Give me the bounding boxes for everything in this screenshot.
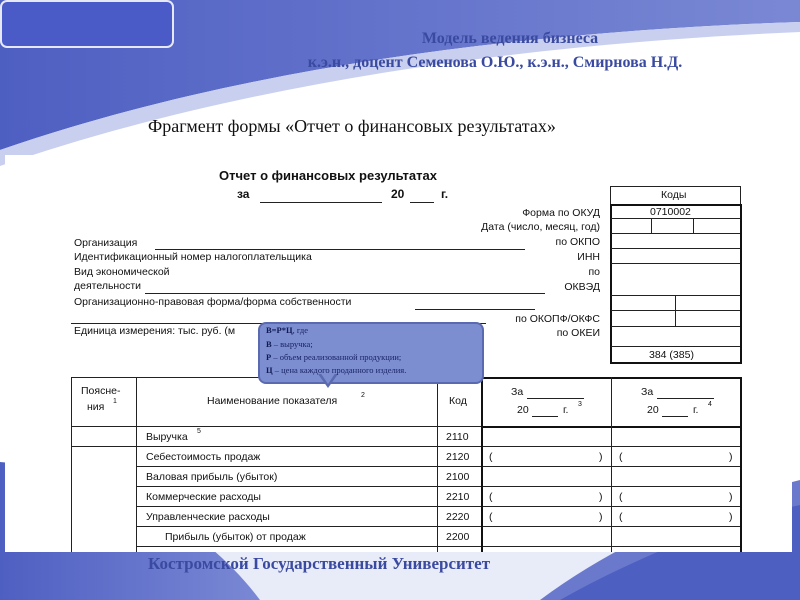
label-po: по — [588, 266, 600, 278]
code-okei: 384 (385) — [649, 349, 694, 361]
callout-line-4: Ц – цена каждого проданного изделия. — [266, 365, 407, 375]
callout-line-3: Р – объем реализованной продукции; — [266, 352, 402, 362]
th-period2-g: г. — [693, 404, 699, 416]
label-unit: Единица измерения: тыс. руб. (м — [74, 325, 236, 337]
paren-close: ) — [599, 511, 603, 523]
paren-open: ( — [489, 491, 493, 503]
th-period1-g: г. — [563, 404, 569, 416]
row-name: Прибыль (убыток) от продаж — [165, 531, 306, 543]
label-activity-2: деятельности — [74, 280, 141, 292]
paren-open: ( — [489, 451, 493, 463]
codes-header: Коды — [661, 189, 687, 201]
th-period1-za: За — [511, 386, 524, 398]
th-period1-sup: 3 — [578, 401, 582, 408]
form-title: Отчет о финансовых результатах — [219, 168, 437, 183]
form-period-year: 20 — [391, 187, 405, 201]
label-inn-left: Идентификационный номер налогоплательщика — [74, 251, 312, 263]
label-activity-1: Вид экономической — [74, 266, 170, 278]
paren-close: ) — [599, 451, 603, 463]
code-okud: 0710002 — [650, 206, 691, 218]
label-okud: Форма по ОКУД — [522, 207, 600, 219]
th-name: Наименование показателя — [207, 395, 338, 407]
row-code: 2220 — [446, 511, 470, 523]
row-code: 2210 — [446, 491, 470, 503]
paren-close: ) — [729, 511, 733, 523]
row-name: Валовая прибыль (убыток) — [146, 471, 278, 483]
paren-open: ( — [489, 511, 493, 523]
row-name-sup: 5 — [197, 428, 201, 435]
callout-line-2: В – выручка; — [266, 339, 313, 349]
paren-close: ) — [599, 491, 603, 503]
label-org: Организация — [74, 237, 138, 249]
th-notes-2: ния — [87, 401, 105, 413]
row-code: 2120 — [446, 451, 470, 463]
paren-close: ) — [729, 451, 733, 463]
label-inn: ИНН — [577, 251, 600, 263]
label-okved: ОКВЭД — [564, 281, 600, 293]
th-period2-sup: 4 — [708, 401, 712, 408]
th-period2-year: 20 — [647, 404, 659, 416]
top-left-button[interactable] — [1, 1, 173, 47]
paren-open: ( — [619, 451, 623, 463]
label-date: Дата (число, месяц, год) — [481, 221, 600, 233]
label-okei: по ОКЕИ — [556, 327, 600, 339]
row-code: 2200 — [446, 531, 470, 543]
footer-university: Костромской Государственный Университет — [148, 554, 491, 573]
label-legal-form: Организационно-правовая форма/форма собственности — [74, 296, 352, 308]
callout-line-1: В=Р*Ц, где — [266, 325, 308, 335]
header-title: Модель ведения бизнеса — [421, 30, 599, 47]
row-code: 2110 — [446, 431, 469, 443]
slide-heading: Фрагмент формы «Отчет о финансовых результатах» — [148, 116, 556, 136]
th-name-sup: 2 — [361, 392, 365, 399]
th-period1-year: 20 — [517, 404, 529, 416]
row-name: Выручка — [146, 431, 188, 443]
row-name: Управленческие расходы — [146, 511, 270, 523]
th-notes-sup: 1 — [113, 398, 117, 405]
paren-open: ( — [619, 511, 623, 523]
label-okopf: по ОКОПФ/ОКФС — [515, 313, 600, 325]
form-period-g: г. — [441, 187, 449, 201]
label-okpo: по ОКПО — [555, 236, 600, 248]
th-notes: Поясне- — [81, 385, 121, 397]
row-code: 2100 — [446, 471, 470, 483]
row-name: Себестоимость продаж — [146, 451, 261, 463]
paren-open: ( — [619, 491, 623, 503]
th-code: Код — [449, 395, 467, 407]
paren-close: ) — [729, 491, 733, 503]
form-period-za: за — [237, 187, 250, 201]
header-authors: к.э.н., доцент Семенова О.Ю., к.э.н., Смирнова Н.Д. — [307, 54, 683, 71]
row-name: Коммерческие расходы — [146, 491, 261, 503]
th-period2-za: За — [641, 386, 654, 398]
